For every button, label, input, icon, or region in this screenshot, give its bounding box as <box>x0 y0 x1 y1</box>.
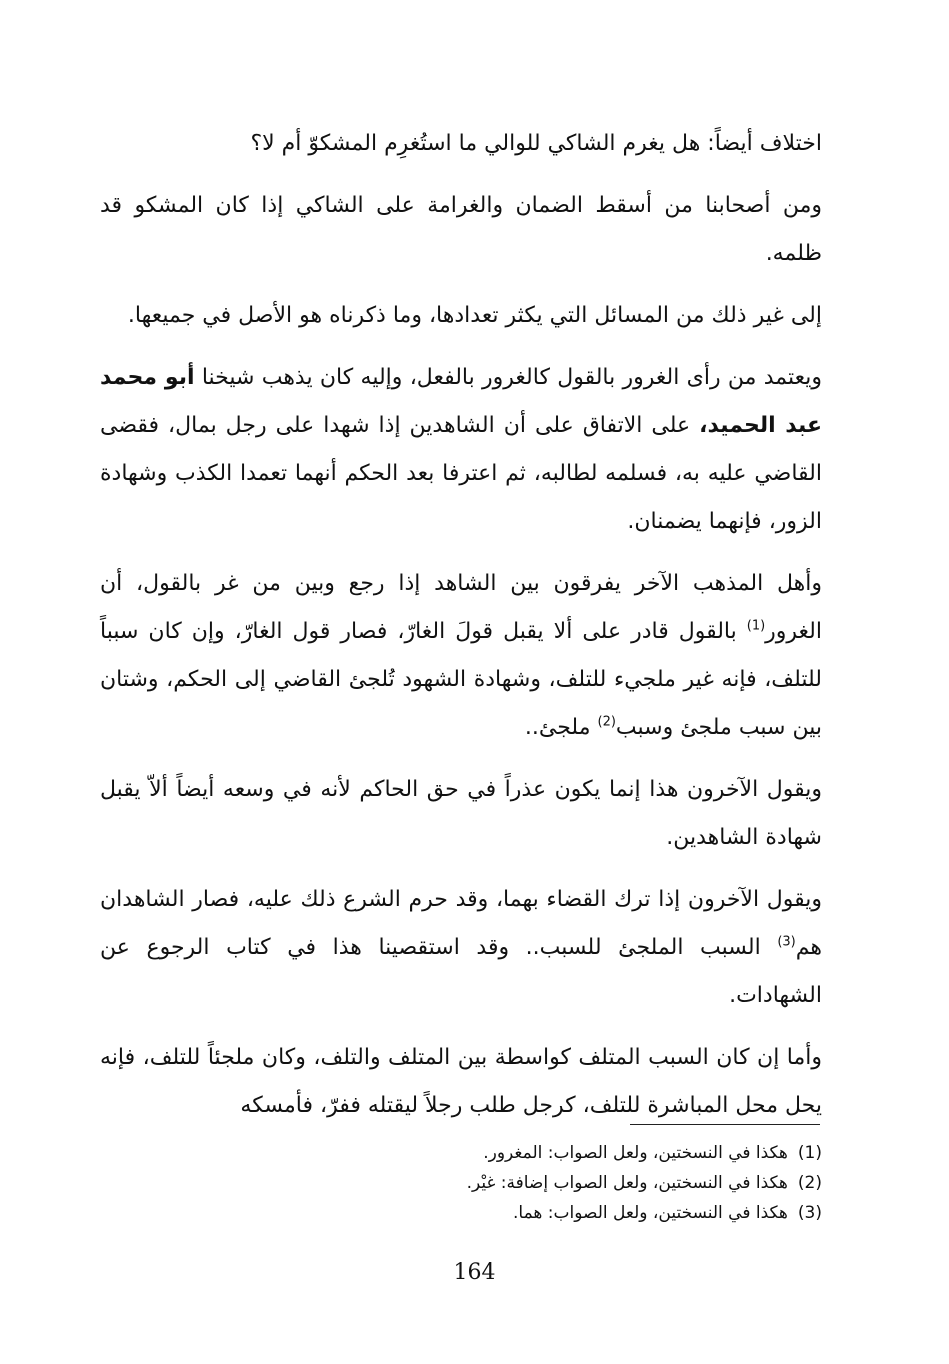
paragraph-7 <box>100 876 822 1020</box>
paragraph-5-text-c: ملجئ.. <box>524 715 591 740</box>
paragraph-7-text-b: السبب الملجئ للسبب.. وقد استقصينا هذا في كتاب الرجوع عن الشهادات. <box>100 935 822 1008</box>
paragraph-5-text-a: وأهل المذهب الآخر يفرقون بين الشاهد إذا رجع وبين من غر بالقول، أن الغرور <box>100 571 822 644</box>
footnote-1-text: هكذا في النسختين، ولعل الصواب: المغرور. <box>483 1143 788 1163</box>
paragraph-6 <box>100 766 822 862</box>
shaykh-name: أبو محمد عبد الحميد، <box>100 365 823 438</box>
paragraph-1 <box>100 120 822 168</box>
paragraph-2-text: ومن أصحابنا من أسقط الضمان والغرامة على الشاكي إذا كان المشكو قد ظلمه. <box>100 193 822 266</box>
footnote-3-number: (3) <box>797 1203 822 1223</box>
paragraph-5-text-b: بالقول قادر على ألا يقبل قولَ الغارّ، فصار قول الغارّ، وإن كان سبباً للتلف، فإنه غير ملجيء للتلف، وشهادة الشهود تُلجئ القاضي إلى الحكم، وشتان بين سبب ملجئ وسبب <box>100 619 822 740</box>
footnotes <box>100 1138 822 1228</box>
footnote-ref-2[interactable]: (2) <box>597 714 616 730</box>
body-text <box>100 120 822 1130</box>
paragraph-4-text-a: ويعتمد من رأى الغرور بالقول كالغرور بالفعل، وإليه كان يذهب شيخنا <box>201 365 823 390</box>
footnote-ref-3[interactable]: (3) <box>777 934 796 950</box>
footnote-ref-1[interactable]: (1) <box>746 618 766 634</box>
paragraph-8-text: وأما إن كان السبب المتلف كواسطة بين المتلف والتلف، وكان ملجئاً للتلف، فإنه يحل محل المباشرة للتلف، كرجل طلب رجلاً ليقتله ففرّ، فأمسكه <box>100 1045 822 1118</box>
page-number: 164 <box>453 1260 496 1285</box>
footnote-1 <box>100 1138 822 1168</box>
footnote-divider <box>630 1124 820 1125</box>
footnote-3-text: هكذا في النسختين، ولعل الصواب: هما. <box>512 1203 788 1223</box>
paragraph-8 <box>100 1034 822 1130</box>
paragraph-7-text-a: ويقول الآخرون إذا ترك القضاء بهما، وقد حرم الشرع ذلك عليه، فصار الشاهدان هم <box>100 887 822 960</box>
paragraph-3 <box>100 292 822 340</box>
footnote-3 <box>100 1198 822 1228</box>
footnote-2-text: هكذا في النسختين، ولعل الصواب إضافة: غيْر. <box>466 1173 788 1193</box>
paragraph-5 <box>100 560 822 752</box>
paragraph-4-text-b: على الاتفاق على أن الشاهدين إذا شهدا على رجل بمال، فقضى القاضي عليه به، فسلمه لطالبه، ثم اعترفا بعد الحكم أنهما تعمدا الكذب وشهادة الزور، فإنهما يضمنان. <box>100 413 822 534</box>
footnote-1-number: (1) <box>797 1143 822 1163</box>
paragraph-4 <box>100 354 822 546</box>
paragraph-1-text: اختلاف أيضاً: هل يغرم الشاكي للوالي ما استُغرِم المشكوّ أم لا؟ <box>250 131 822 156</box>
paragraph-6-text: ويقول الآخرون هذا إنما يكون عذراً في حق الحاكم لأنه في وسعه أيضاً ألاّ يقبل شهادة الشاهدين. <box>100 777 822 850</box>
paragraph-3-text: إلى غير ذلك من المسائل التي يكثر تعدادها، وما ذكرناه هو الأصل في جميعها. <box>127 303 822 328</box>
footnote-2 <box>100 1168 822 1198</box>
footnote-2-number: (2) <box>797 1173 822 1193</box>
paragraph-2 <box>100 182 822 278</box>
